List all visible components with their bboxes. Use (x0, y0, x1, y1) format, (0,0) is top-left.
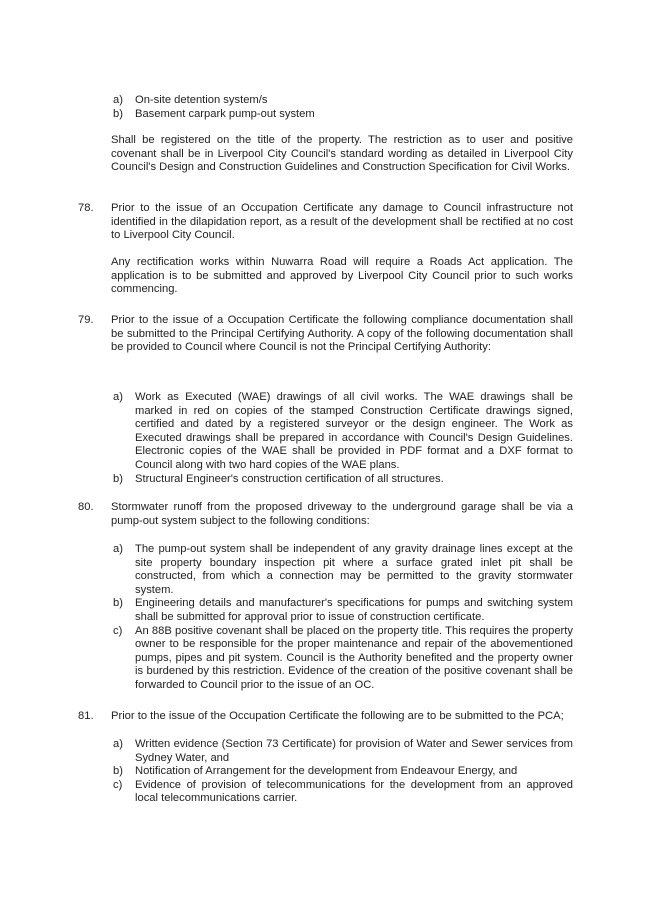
list-marker: b) (113, 472, 123, 485)
list-marker: b) (113, 107, 123, 120)
list-item-text: Structural Engineer's construction certification of all structures. (135, 472, 444, 485)
top-list (113, 94, 573, 121)
list-item-text: Basement carpark pump-out system (135, 107, 315, 120)
list-marker: b) (113, 765, 123, 778)
list-item (113, 391, 573, 473)
list-marker: b) (113, 597, 123, 610)
item-78-paragraph-2: Any rectification works within Nuwarra Road will require a Roads Act application. The application is to be submitted and approved by Liverpool City Council prior to such works commencing. (111, 256, 573, 296)
list-marker: c) (113, 778, 123, 791)
item-80-list (113, 543, 573, 693)
list-item (113, 597, 573, 624)
list-item-text: The pump-out system shall be independent of any gravity drainage lines except at the site property boundary inspection pit where a surface grated inlet pit shall be constructed, from which a connection may be permitted to the gravity stormwater system. (135, 543, 573, 596)
list-item (113, 625, 573, 693)
list-item-text: Evidence of provision of telecommunications for the development from an approved local telecommunications carrier. (135, 778, 573, 805)
item-81-list (113, 738, 573, 806)
list-item (113, 473, 573, 487)
list-item (113, 779, 573, 806)
list-item-text: An 88B positive covenant shall be placed on the property title. This requires the property owner to be responsible for the proper maintenance and repair of the abovementioned pumps, pipes and pit system. Council is the Authority benefited and the property owner is burdened by this restriction. Evidence of the creation of the positive covenant shall be forwarded to Council prior to the issue of an OC. (135, 624, 573, 691)
list-item-text: On-site detention system/s (135, 94, 268, 106)
item-79-paragraph: Prior to the issue of a Occupation Certificate the following compliance documentation shall be submitted to the Principal Certifying Authority. A copy of the following documentation shall be provided to Council where Council is not the Principal Certifying Authority: (111, 314, 573, 354)
list-item-text: Written evidence (Section 73 Certificate) for provision of Water and Sewer services from Sydney Water, and (135, 738, 573, 764)
item-78-paragraph-1: Prior to the issue of an Occupation Certificate any damage to Council infrastructure not identified in the dilapidation report, as a result of the development shall be rectified at no cost to Liverpool City Council. (111, 202, 573, 242)
list-item (113, 765, 573, 779)
list-item-text: Engineering details and manufacturer's specifications for pumps and switching system shall be submitted for approval prior to issue of construction certificate. (135, 597, 573, 623)
list-item (113, 108, 573, 122)
list-marker: a) (113, 543, 123, 555)
item-81-paragraph: Prior to the issue of the Occupation Certificate the following are to be submitted to the PCA; (111, 710, 564, 722)
item-number-81: 81. (78, 710, 94, 722)
item-number-78: 78. (78, 202, 94, 214)
list-marker: a) (113, 391, 123, 403)
list-item (113, 738, 573, 765)
list-marker: a) (113, 94, 123, 106)
list-item-text: Work as Executed (WAE) drawings of all civil works. The WAE drawings shall be marked in red on copies of the stamped Construction Certificate drawings signed, certified and dated by a registered surveyor or the design engineer. The Work as Executed drawings shall be prepared in accordance with Council's Design Guidelines. Electronic copies of the WAE shall be provided in PDF format and a DXF format to Council along with two hard copies of the WAE plans. (135, 391, 573, 471)
list-item (113, 94, 573, 108)
item-79-list (113, 391, 573, 486)
list-item-text: Notification of Arrangement for the development from Endeavour Energy, and (135, 765, 518, 778)
item-80-paragraph: Stormwater runoff from the proposed driveway to the underground garage shall be via a pump-out system subject to the following conditions: (111, 501, 573, 527)
list-marker: c) (113, 624, 123, 637)
list-item (113, 543, 573, 597)
title-restriction-paragraph: Shall be registered on the title of the property. The restriction as to user and positive covenant shall be in Liverpool City Council's standard wording as detailed in Liverpool City Council's Design and Construction Guidelines and Construction Specification for Civil Works. (111, 134, 573, 174)
item-number-80: 80. (78, 501, 94, 513)
item-number-79: 79. (78, 314, 94, 326)
list-marker: a) (113, 738, 123, 750)
